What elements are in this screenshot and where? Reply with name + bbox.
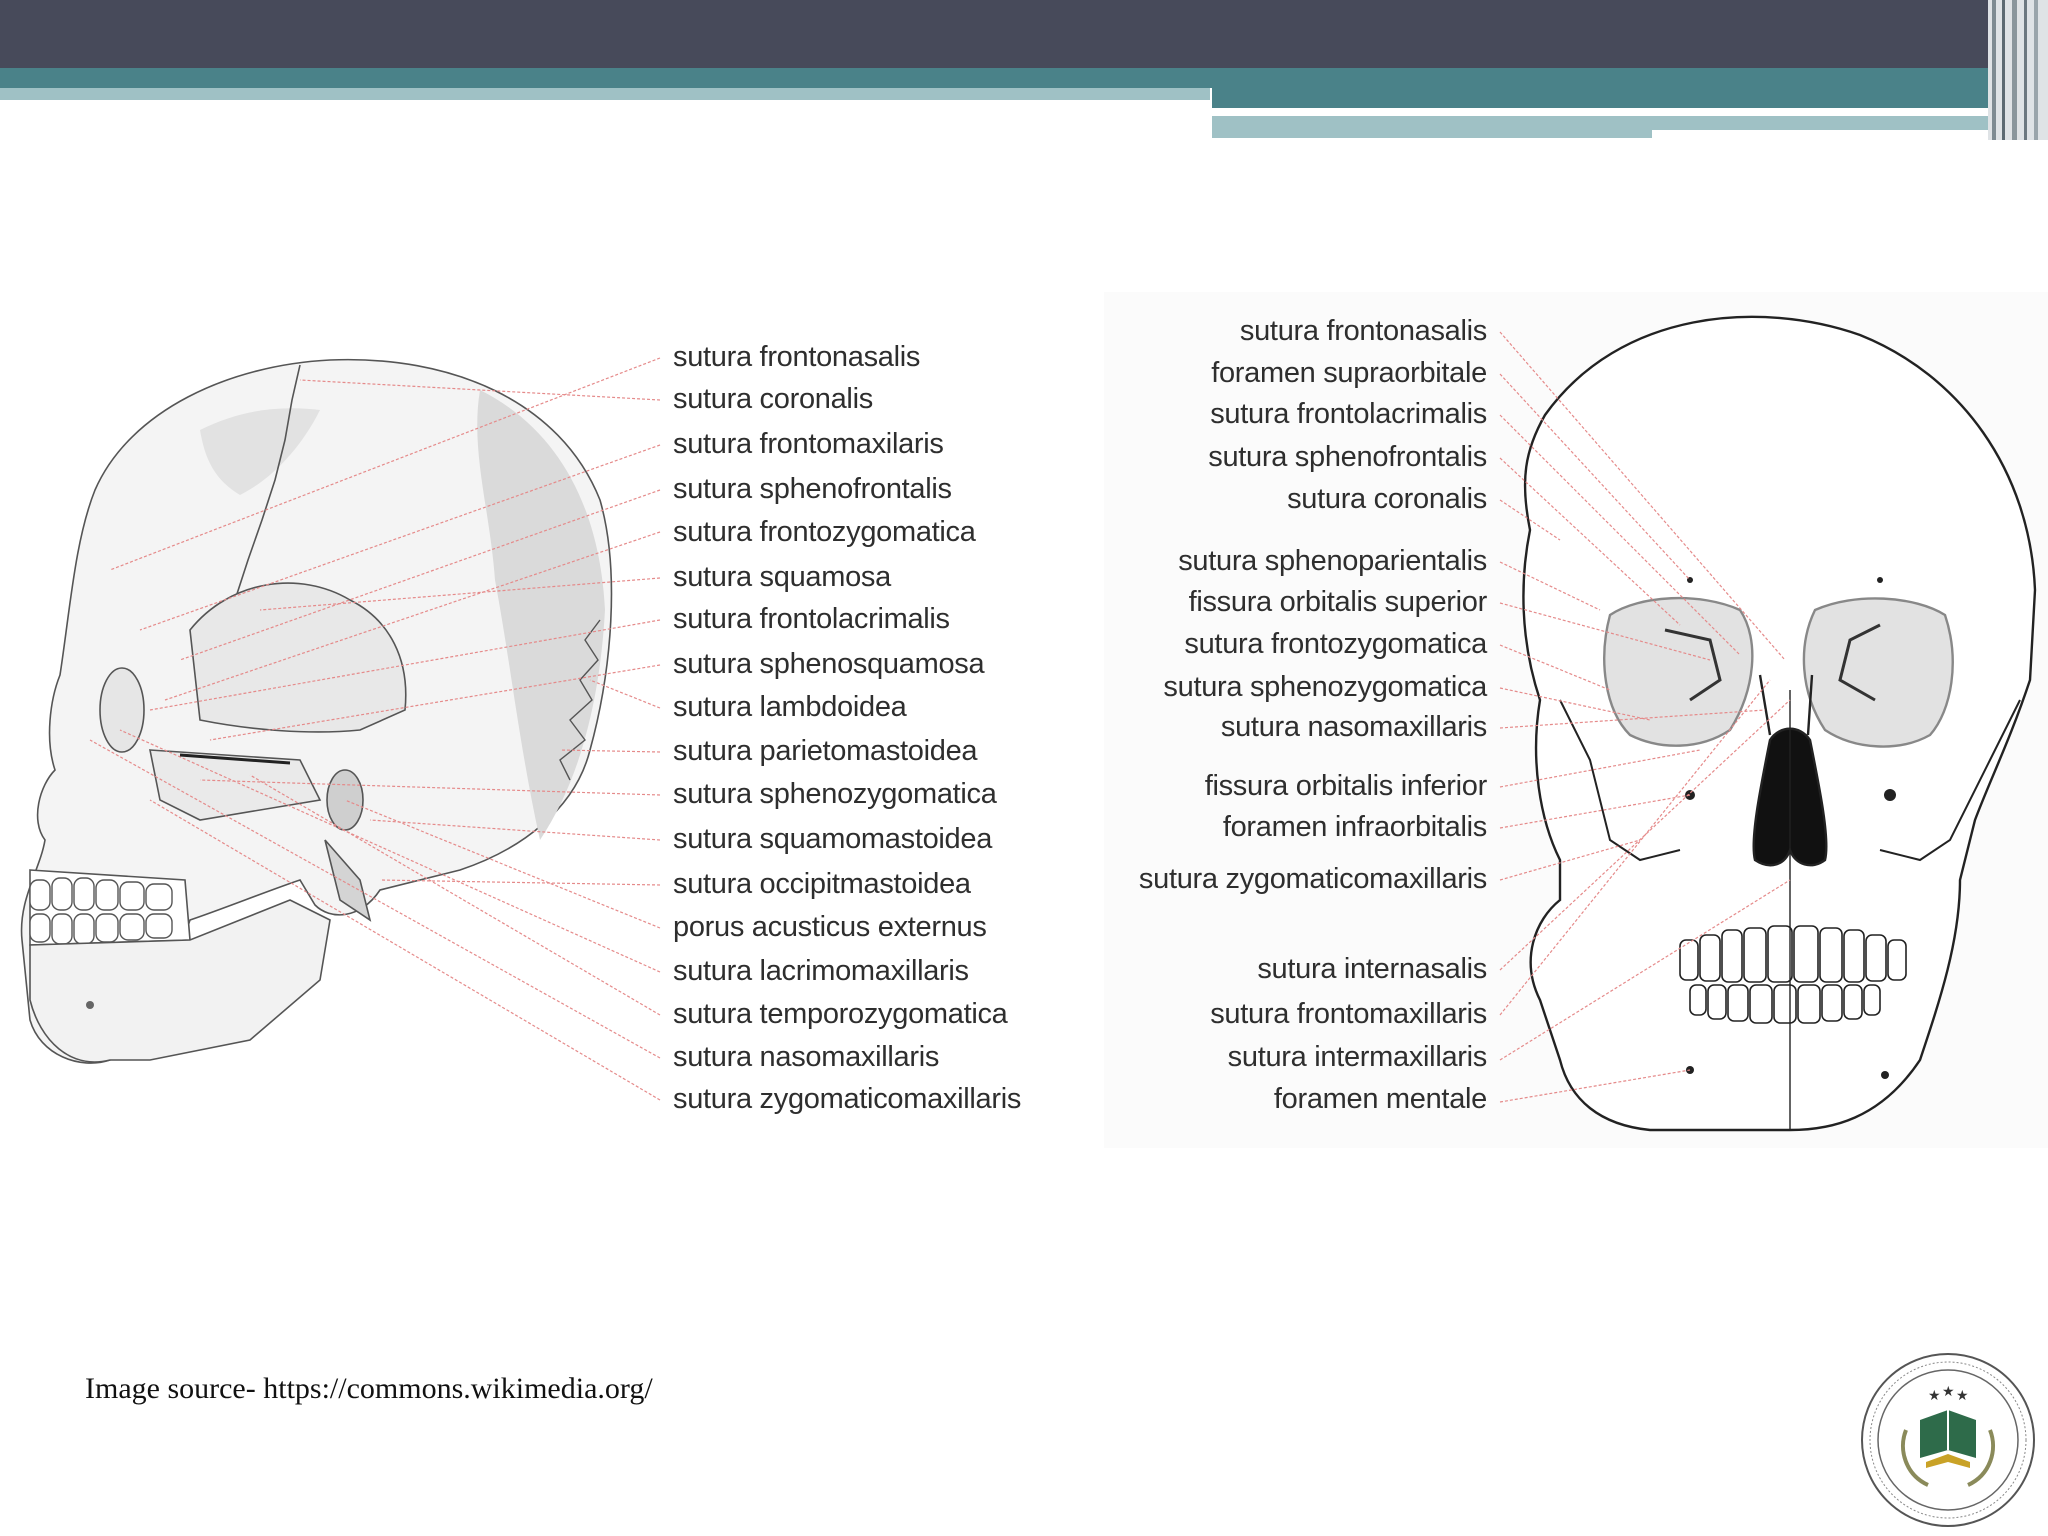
left-label: sutura parietomastoidea xyxy=(673,735,978,767)
header-white-stripe-right xyxy=(1652,130,2007,138)
right-label: sutura sphenozygomatica xyxy=(1163,671,1487,703)
header-dark-bar xyxy=(0,0,2048,68)
right-label: sutura frontonasalis xyxy=(1239,315,1487,347)
right-label: fissura orbitalis inferior xyxy=(1204,770,1487,802)
header-stripes-decoration xyxy=(1988,0,2048,140)
header-teal-bar xyxy=(0,68,2000,88)
left-label: sutura sphenosquamosa xyxy=(673,648,985,680)
left-label: sutura sphenozygomatica xyxy=(673,778,997,810)
slide-header-bars xyxy=(0,0,2048,120)
right-label: sutura nasomaxillaris xyxy=(1220,711,1487,743)
header-pale-bar xyxy=(0,88,1210,100)
right-label: foramen infraorbitalis xyxy=(1222,811,1487,843)
right-label: sutura frontomaxillaris xyxy=(1210,998,1487,1030)
left-label: sutura nasomaxillaris xyxy=(673,1041,940,1073)
skull-lateral-illustration xyxy=(22,360,612,1063)
right-label: sutura zygomaticomaxillaris xyxy=(1138,863,1487,895)
right-label: sutura frontozygomatica xyxy=(1184,628,1487,660)
left-label: sutura frontozygomatica xyxy=(673,516,976,548)
right-label: sutura internasalis xyxy=(1257,953,1487,985)
left-label: sutura occipitmastoidea xyxy=(673,868,971,900)
right-label: foramen mentale xyxy=(1273,1083,1487,1115)
right-label: sutura sphenofrontalis xyxy=(1208,441,1487,473)
skull-illustrations xyxy=(0,280,2048,1160)
organization-seal-logo xyxy=(1858,1350,2038,1530)
right-label: sutura frontolacrimalis xyxy=(1210,398,1487,430)
right-label: sutura coronalis xyxy=(1287,483,1487,515)
left-label: sutura frontonasalis xyxy=(673,341,921,373)
left-label: sutura temporozygomatica xyxy=(673,998,1008,1030)
svg-text:★: ★ xyxy=(1956,1388,1969,1404)
left-label: sutura sphenofrontalis xyxy=(673,473,952,505)
left-label: sutura frontomaxilaris xyxy=(673,428,944,460)
left-label: sutura squamomastoidea xyxy=(673,823,993,855)
image-source-caption: Image source- https://commons.wikimedia.org/ xyxy=(85,1372,653,1405)
right-label: foramen supraorbitale xyxy=(1211,357,1487,389)
left-label: sutura lambdoidea xyxy=(673,691,907,723)
right-label: sutura intermaxillaris xyxy=(1227,1041,1487,1073)
left-label: porus acusticus externus xyxy=(673,911,987,943)
left-label: sutura zygomaticomaxillaris xyxy=(673,1083,1022,1115)
right-label: fissura orbitalis superior xyxy=(1188,586,1487,618)
left-label: sutura frontolacrimalis xyxy=(673,603,950,635)
left-label: sutura squamosa xyxy=(673,561,891,593)
svg-text:★: ★ xyxy=(1928,1388,1941,1404)
svg-text:★: ★ xyxy=(1942,1384,1955,1400)
header-teal-bar-right xyxy=(1212,88,2002,108)
right-label: sutura sphenoparientalis xyxy=(1178,545,1487,577)
left-label: sutura lacrimomaxillaris xyxy=(673,955,969,987)
left-label: sutura coronalis xyxy=(673,383,873,415)
skull-sutures-figure xyxy=(0,280,2048,1160)
